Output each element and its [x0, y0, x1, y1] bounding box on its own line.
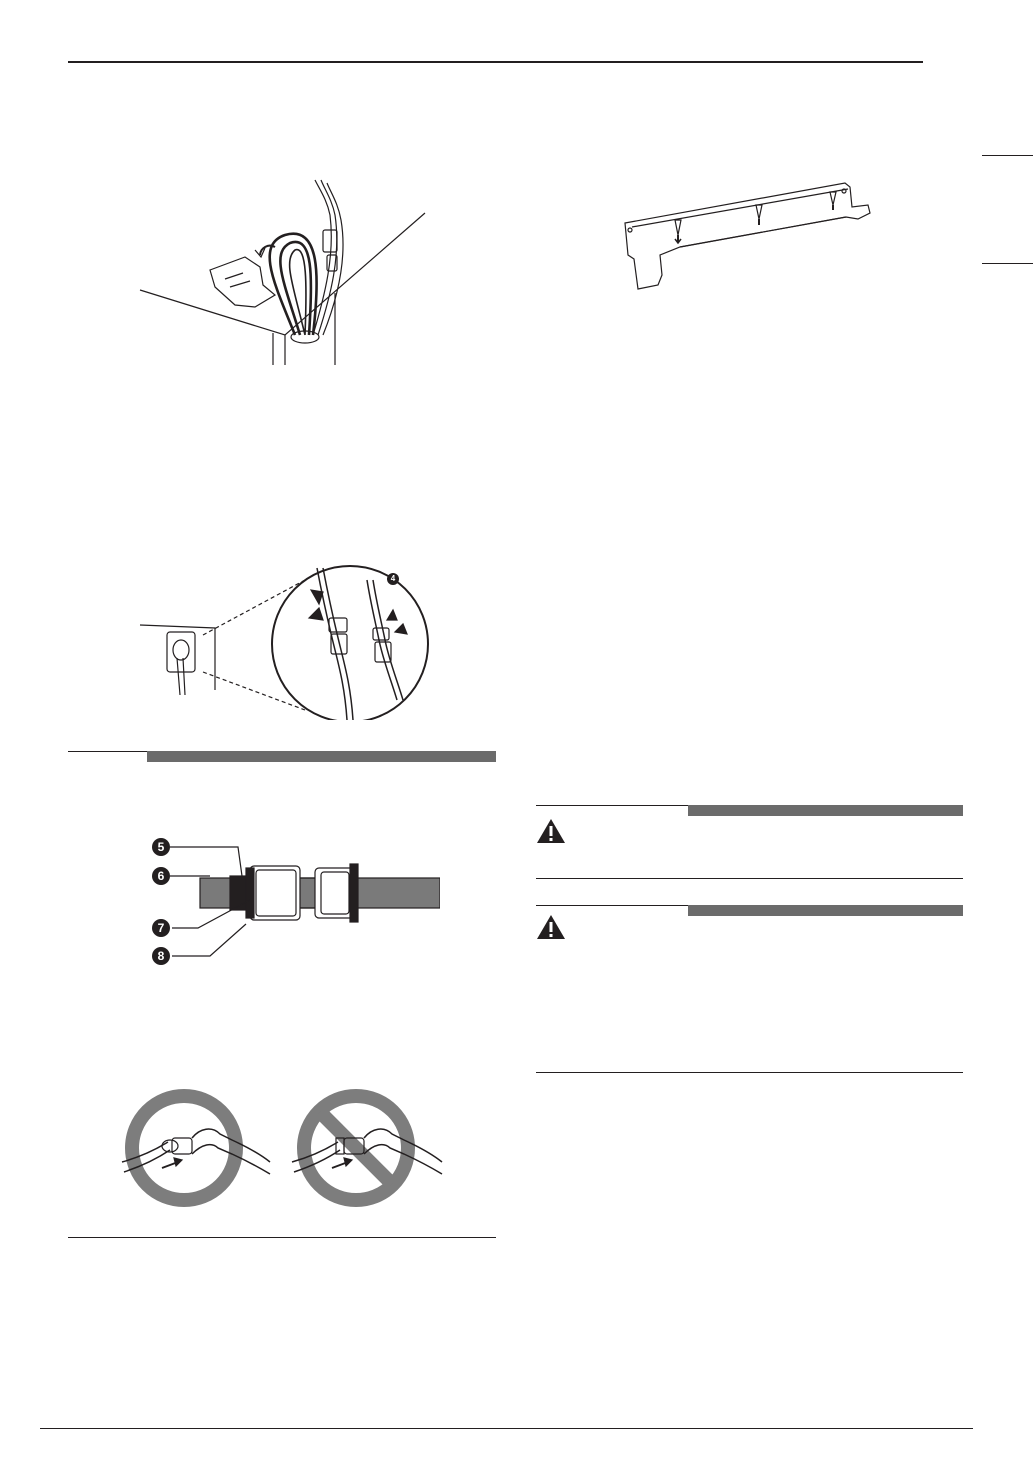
callout-8: 8 [152, 947, 170, 965]
callout-7: 7 [152, 919, 170, 937]
prohibited-circle-icon [292, 1096, 442, 1200]
insertion-comparison-illustration [120, 1082, 450, 1212]
fitting-cross-section-illustration [150, 838, 440, 968]
side-tab-bottom-mark [982, 263, 1033, 264]
warning-triangle-icon [536, 914, 566, 940]
warning-triangle-icon [536, 818, 566, 844]
wire-harness-illustration [135, 175, 435, 365]
callout-5: 5 [152, 838, 170, 856]
mounting-bracket-illustration [620, 175, 890, 300]
side-tab-top-mark [982, 155, 1033, 156]
warning-1-bottom-rule [536, 878, 963, 879]
callout-4: 4 [387, 573, 399, 585]
left-note-header [68, 751, 496, 763]
warning-2-bottom-rule [536, 1072, 963, 1073]
warning-1-header [536, 805, 963, 817]
warning-2-header [536, 905, 963, 917]
correct-circle-icon [122, 1096, 270, 1200]
header-rule [68, 61, 923, 63]
footer-rule [40, 1428, 973, 1429]
callout-6: 6 [152, 867, 170, 885]
screw-left [675, 220, 681, 243]
left-note-bottom-rule [68, 1237, 496, 1238]
